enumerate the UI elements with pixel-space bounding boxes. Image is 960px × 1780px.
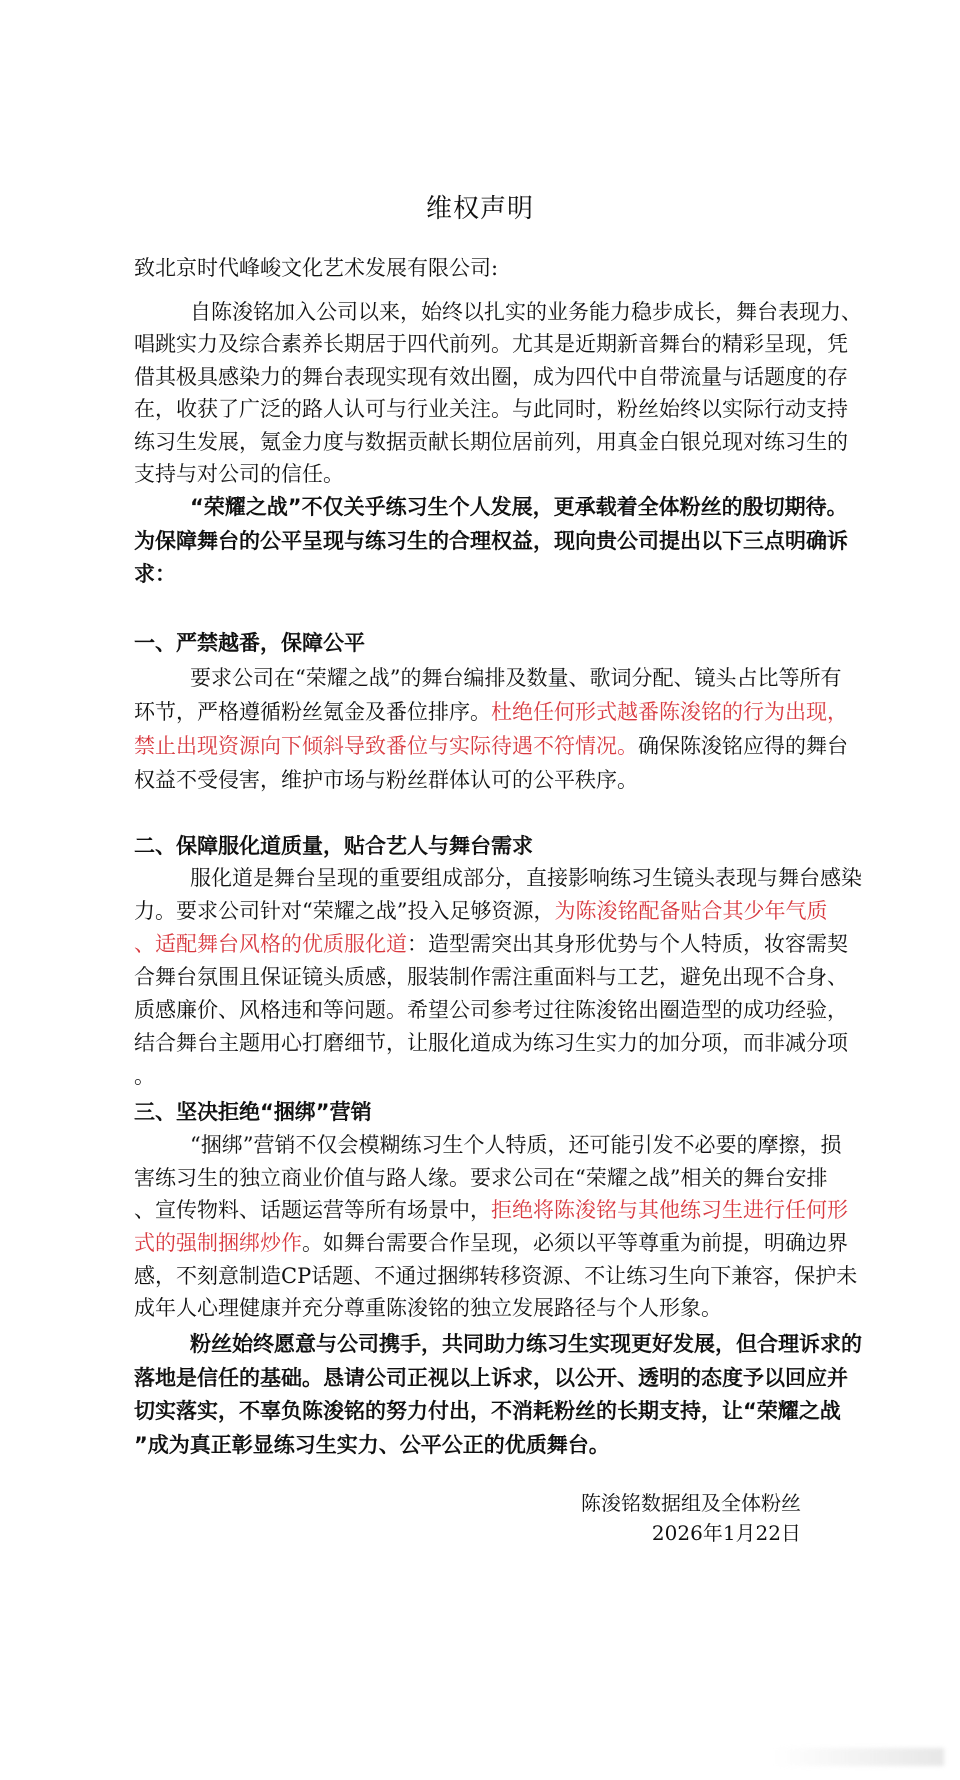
text-segment: 粉丝始终愿意与公司携手，共同助力练习生实现更好发展，但合理诉求的 [190,1332,862,1356]
text-segment: 质感廉价、风格违和等问题。希望公司参考过往陈浚铭出圈造型的成功经验， [134,998,848,1022]
text-segment: 。 [134,1064,155,1088]
text-line [134,661,842,695]
text-line [134,1027,848,1060]
text-segment: “荣耀之战”不仅关乎练习生个人发展，更承载着全体粉丝的殷切期待。 [190,495,848,519]
text-segment: 切实落实，不辜负陈浚铭的努力付出，不消耗粉丝的长期支持，让“荣耀之战 [134,1399,841,1423]
document-title: 维权声明 [425,194,534,224]
text-line [134,994,848,1027]
highlighted-text: 杜绝任何形式越番陈浚铭的行为出现， [491,700,848,724]
text-line [134,1362,848,1396]
watermark [774,1748,944,1766]
text-segment: 、宣传物料、话题运营等所有场景中， [134,1198,491,1223]
paragraph-intro [134,296,862,490]
highlighted-text: 禁止出现资源向下倾斜导致番位与实际待遇不符情况。 [134,734,638,758]
section-heading: 三、坚决拒绝“捆绑”营销 [134,1100,372,1124]
text-segment: 借其极具感染力的舞台表现实现有效出圈，成为四代中自带流量与话题度的存 [134,364,848,389]
text-line [134,1227,848,1260]
text-segment: 服化道是舞台呈现的重要组成部分，直接影响练习生镜头表现与舞台感染 [190,866,862,890]
text-segment: 结合舞台主题用心打磨细节，让服化道成为练习生实力的加分项，而非减分项 [134,1031,848,1055]
text-segment: 确保陈浚铭应得的舞台 [638,734,848,758]
highlighted-text: 为陈浚铭配备贴合其少年气质 [554,899,828,923]
highlighted-text: 式的强制捆绑炒作 [134,1231,302,1256]
text-segment: 成年人心理健康并充分尊重陈浚铭的独立发展路径与个人形象。 [134,1296,722,1321]
text-segment: 唱跳实力及综合素养长期居于四代前列。尤其是近期新音舞台的精彩呈现，凭 [134,332,848,357]
text-line [134,426,848,458]
text-line [134,525,848,559]
salutation: 致北京时代峰峻文化艺术发展有限公司: [134,256,499,280]
text-line [134,328,848,360]
text-segment: 力。要求公司针对“荣耀之战”投入足够资源， [134,899,555,923]
text-segment: 要求公司在“荣耀之战”的舞台编排及数量、歌词分配、镜头占比等所有 [190,666,842,690]
highlighted-text: 、适配舞台风格的优质服化道 [134,932,407,956]
text-line [134,296,862,328]
text-line [134,1060,801,1093]
text-segment: 权益不受侵害，维护市场与粉丝群体认可的公平秩序。 [134,768,638,792]
text-line [134,895,828,928]
text-segment: 害练习生的独立商业价值与路人缘。要求公司在“荣耀之战”相关的舞台安排 [134,1165,828,1190]
text-segment: “捆绑”营销不仅会模糊练习生个人特质，还可能引发不必要的摩擦，损 [190,1133,842,1157]
text-line [134,695,848,729]
section-2 [134,831,862,1093]
text-line [134,1194,848,1227]
text-line [134,1292,801,1325]
section-heading: 一、严禁越番，保障公平 [134,631,365,655]
text-segment: 自陈浚铭加入公司以来，始终以扎实的业务能力稳步成长，舞台表现力、 [190,300,862,324]
text-line [134,361,848,393]
text-segment: ：造型需突出其身形优势与个人特质，妆容需契 [407,932,848,956]
text-line [134,1129,842,1162]
highlighted-text: 拒绝将陈浚铭与其他练习生进行任何形 [491,1198,848,1223]
text-segment: 为保障舞台的公平呈现与练习生的合理权益，现向贵公司提出以下三点明确诉 [134,528,848,553]
text-segment: 感，不刻意制造CP话题、不通过捆绑转移资源、不让练习生向下兼容，保护未 [134,1263,858,1288]
text-segment: 练习生发展，氪金力度与数据贡献长期位居前列，用真金白银兑现对练习生的 [134,429,848,454]
text-line [134,1395,841,1429]
text-line [134,961,848,994]
text-segment: 在，收获了广泛的路人认可与行业关注。与此同时，粉丝始终以实际行动支持 [134,397,848,422]
text-line [134,458,801,490]
text-line [134,1328,862,1362]
text-line [134,862,862,895]
text-segment: 求： [134,562,176,586]
text-line [134,558,801,592]
signature-date: 2026年1月22日 [651,1521,801,1545]
text-line [134,928,848,961]
text-line [134,729,848,763]
text-segment: 环节，严格遵循粉丝氪金及番位排序。 [134,700,491,724]
text-line [134,1429,801,1463]
text-line [134,393,848,425]
text-line [134,491,848,525]
text-segment: 支持与对公司的信任。 [134,461,344,486]
paragraph-demands-intro [134,491,848,592]
paragraph-closing [134,1328,862,1462]
text-segment: 合舞台氛围且保证镜头质感，服装制作需注重面料与工艺，避免出现不合身、 [134,965,848,989]
signature-author: 陈浚铭数据组及全体粉丝 [581,1491,801,1515]
text-line [134,1162,828,1195]
section-1 [134,626,848,797]
text-segment: 。如舞台需要合作呈现，必须以平等尊重为前提，明确边界 [302,1231,848,1256]
text-line [134,763,801,797]
text-segment: 落地是信任的基础。恳请公司正视以上诉求，以公开、透明的态度予以回应并 [134,1365,848,1390]
section-heading: 二、保障服化道质量，贴合艺人与舞台需求 [134,834,533,858]
text-segment: ”成为真正彰显练习生实力、公平公正的优质舞台。 [134,1432,610,1457]
text-line [134,1260,858,1293]
section-3 [134,1095,858,1325]
